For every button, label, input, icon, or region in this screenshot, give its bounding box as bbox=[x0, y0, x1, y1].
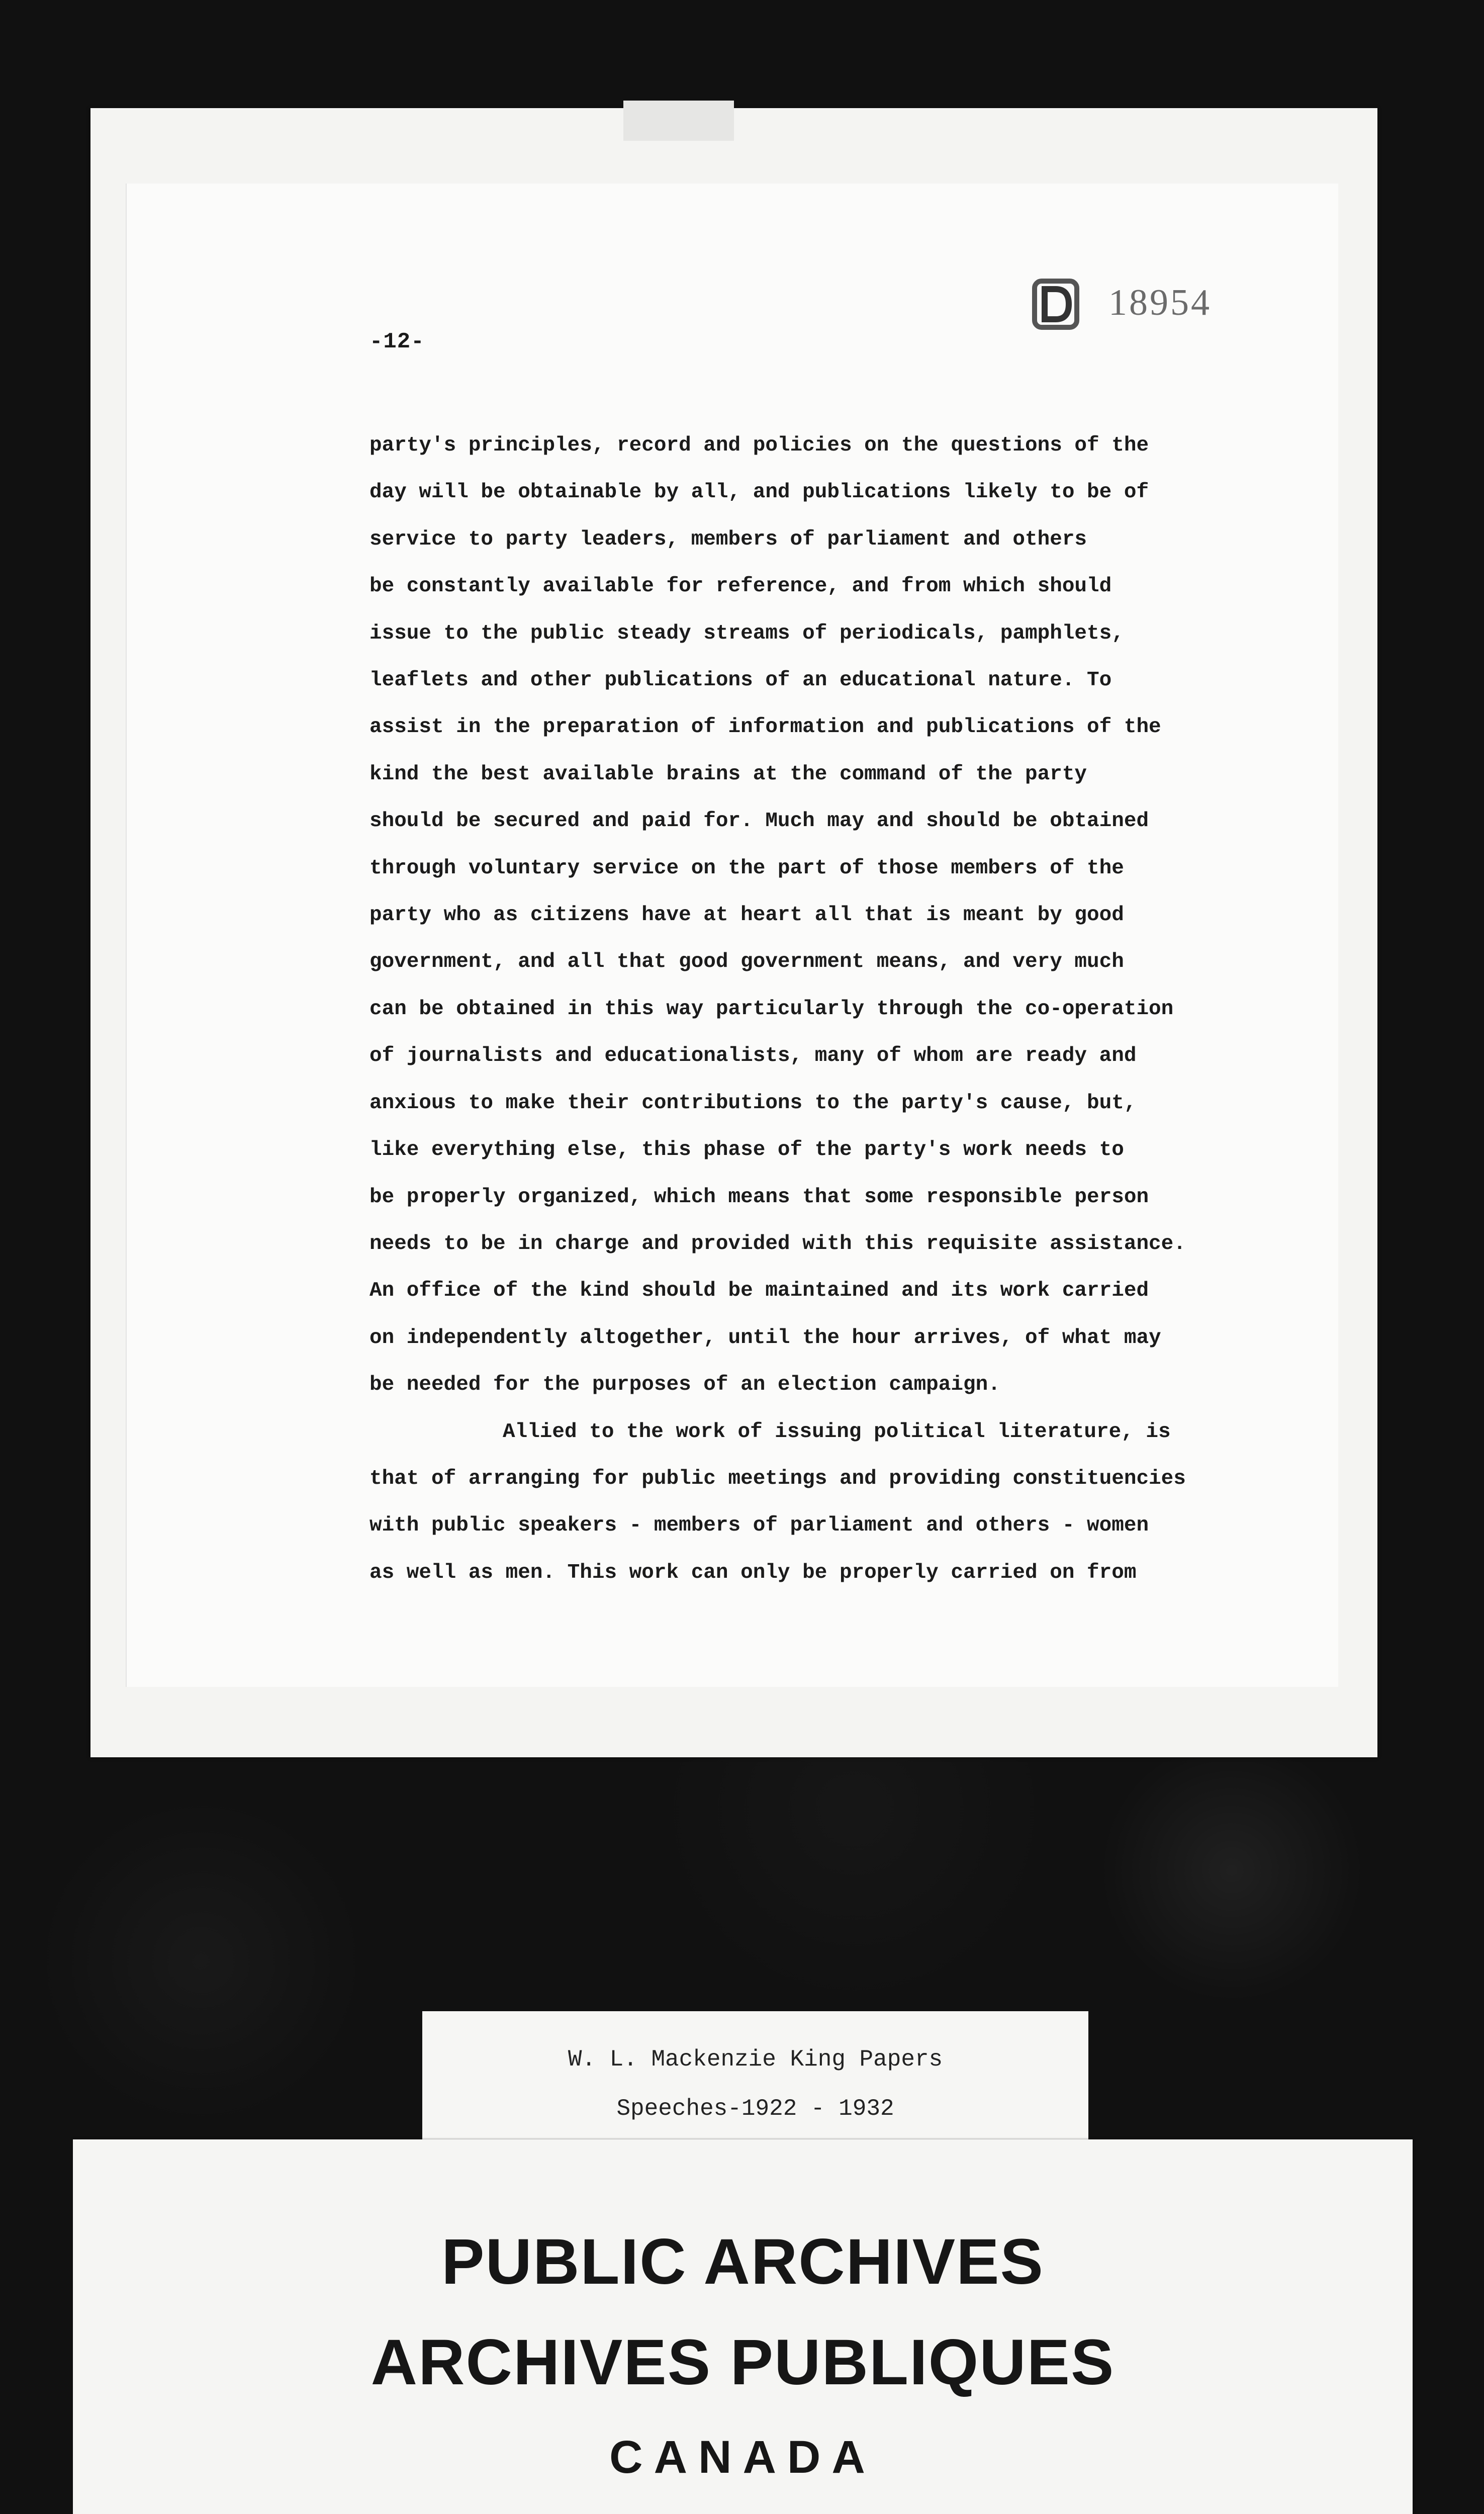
collection-label bbox=[422, 2011, 1088, 2154]
typed-body-text bbox=[369, 422, 1224, 1596]
collection-title: W. L. Mackenzie King Papers bbox=[568, 2046, 943, 2073]
text-line: can be obtained in this way particularly through the co-operation bbox=[369, 997, 1174, 1021]
text-line: of journalists and educationalists, many of whom are ready and bbox=[369, 1044, 1137, 1068]
archives-country: CANADA bbox=[609, 2432, 876, 2483]
text-line: Allied to the work of issuing political literature, is bbox=[503, 1420, 1171, 1444]
text-line: with public speakers - members of parliament and others - women bbox=[369, 1514, 1149, 1538]
text-line: party who as citizens have at heart all that is meant by good bbox=[369, 904, 1124, 927]
text-line: kind the best available brains at the command of the party bbox=[369, 762, 1087, 786]
collection-series: Speeches-1922 - 1932 bbox=[616, 2096, 894, 2122]
text-line: government, and all that good government means, and very much bbox=[369, 950, 1124, 974]
text-line: be properly organized, which means that some responsible person bbox=[369, 1185, 1149, 1209]
tape-tab bbox=[623, 101, 734, 141]
stamp-number: 18954 bbox=[1108, 282, 1212, 323]
text-line: like everything else, this phase of the party's work needs to bbox=[369, 1138, 1124, 1162]
text-line: needs to be in charge and provided with this requisite assistance. bbox=[369, 1232, 1186, 1255]
text-line: An office of the kind should be maintained and its work carried bbox=[369, 1279, 1149, 1303]
text-line: party's principles, record and policies on the questions of the bbox=[369, 434, 1149, 457]
text-line: anxious to make their contributions to the party's cause, but, bbox=[369, 1091, 1137, 1115]
text-line: that of arranging for public meetings and providing constituencies bbox=[369, 1467, 1186, 1490]
text-line: through voluntary service on the part of those members of the bbox=[369, 856, 1124, 880]
archive-d-stamp-icon bbox=[1026, 274, 1086, 334]
text-line: day will be obtainable by all, and publications likely to be of bbox=[369, 481, 1149, 504]
page-number: -12- bbox=[369, 329, 425, 354]
text-line: leaflets and other publications of an educational nature. To bbox=[369, 669, 1112, 692]
text-line: issue to the public steady streams of periodicals, pamphlets, bbox=[369, 621, 1124, 645]
text-line: be needed for the purposes of an election campaign. bbox=[369, 1373, 1000, 1397]
archives-title-english: PUBLIC ARCHIVES bbox=[441, 2226, 1044, 2298]
archives-title-french: ARCHIVES PUBLIQUES bbox=[370, 2326, 1115, 2398]
text-line: on independently altogether, until the hour arrives, of what may bbox=[369, 1326, 1161, 1350]
text-line: should be secured and paid for. Much may and should be obtained bbox=[369, 810, 1149, 833]
text-line: assist in the preparation of information and publications of the bbox=[369, 715, 1161, 739]
text-line: service to party leaders, members of parliament and others bbox=[369, 527, 1087, 551]
text-line: as well as men. This work can only be properly carried on from bbox=[369, 1561, 1137, 1584]
text-line: be constantly available for reference, and from which should bbox=[369, 575, 1112, 598]
archives-card bbox=[73, 2139, 1413, 2514]
